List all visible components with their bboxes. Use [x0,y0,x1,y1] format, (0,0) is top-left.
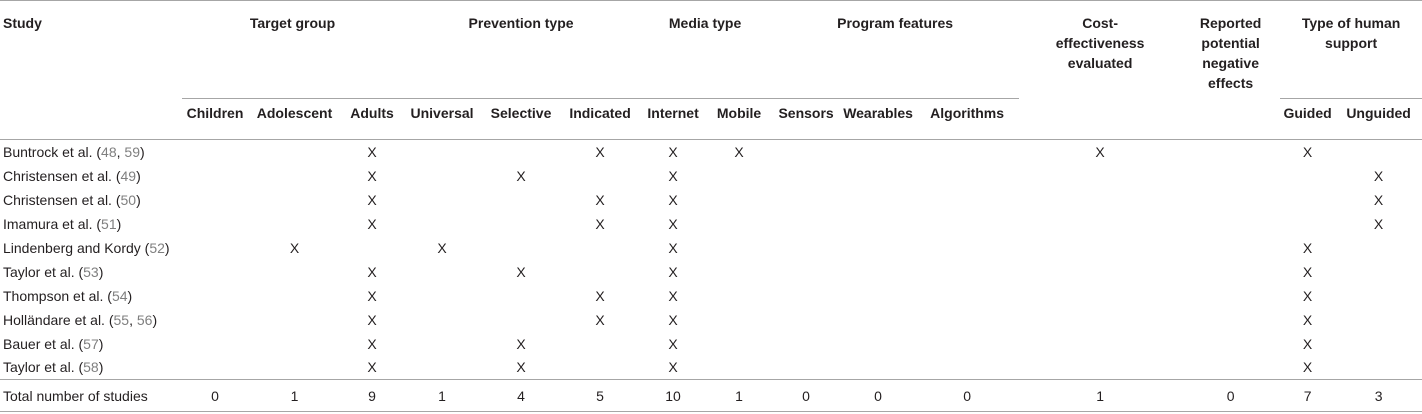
reference-link[interactable]: 50 [120,191,137,208]
header-media-type: Media type [668,15,742,31]
cell-adolescent [248,140,341,164]
table-body [0,140,1422,380]
cell-sensors [771,284,841,308]
cell-children [182,332,248,356]
subheader-adults: Adults [341,99,403,140]
total-algorithms: 0 [915,380,1019,412]
study-name-text: Bauer et al. ( [3,335,84,352]
cell-unguided: X [1373,215,1384,232]
cell-adults: X [367,287,377,304]
subheader-children: Children [182,99,248,140]
subheader-wearables: Wearables [841,99,915,140]
cell-internet: X [668,215,678,232]
cell-sensors [771,212,841,236]
cell-selective: X [516,167,526,184]
header-neg-line-3: negative [1202,55,1259,71]
table-row [0,212,1422,236]
cell-universal [403,260,481,284]
cell-negative [1181,284,1280,308]
cell-adults: X [367,167,377,184]
cell-sensors [771,140,841,164]
cell-indicated: X [595,191,605,208]
cell-universal [403,332,481,356]
reference-link[interactable]: 52 [149,239,165,256]
cell-cost [1019,188,1181,212]
total-adolescent: 1 [248,380,341,412]
cell-selective: X [516,335,526,352]
cell-adolescent [248,260,341,284]
header-cost-line-3: evaluated [1067,55,1133,71]
reference-link[interactable]: 53 [83,263,99,280]
cell-universal [403,284,481,308]
cell-wearables [841,236,915,260]
study-name: Thompson et al. (54) [3,287,133,304]
cell-selective [481,284,561,308]
cell-guided: X [1280,140,1335,164]
total-unguided: 3 [1335,380,1422,412]
cell-algorithms [915,188,1019,212]
cell-adults: X [367,191,377,208]
header-study: Study [3,15,42,31]
cell-indicated: X [595,287,605,304]
cell-adolescent [248,188,341,212]
cell-indicated [561,236,639,260]
header-human-support [1280,1,1422,99]
cell-wearables [841,260,915,284]
cell-universal [403,356,481,380]
cell-internet: X [668,239,678,256]
cell-selective: X [516,359,526,376]
cell-adults: X [367,263,377,280]
cell-algorithms [915,308,1019,332]
total-children: 0 [182,380,248,412]
cell-mobile [707,236,771,260]
cell-children [182,140,248,164]
total-guided: 7 [1280,380,1335,412]
cell-wearables [841,332,915,356]
cell-selective [481,140,561,164]
cell-selective [481,188,561,212]
cell-internet: X [639,140,707,164]
cell-mobile [707,260,771,284]
header-cost-line-2: effectiveness [1055,35,1145,51]
reference-link[interactable]: 58 [83,359,99,376]
table-row [0,356,1422,380]
cell-guided [1280,188,1335,212]
cell-universal [403,140,481,164]
cell-adolescent [248,332,341,356]
cell-internet: X [668,263,678,280]
study-name-text: Holländare et al. ( [3,311,114,328]
cell-algorithms [915,236,1019,260]
header-prevention-type: Prevention type [468,15,574,31]
cell-selective: X [516,263,526,280]
cell-adults: X [367,311,377,328]
cell-universal: X [437,239,447,256]
cell-children [182,284,248,308]
cell-wearables [841,188,915,212]
study-name-text: Buntrock et al. ( [3,143,102,160]
cell-unguided: X [1373,191,1384,208]
cell-cost [1019,356,1181,380]
cell-internet: X [668,335,678,352]
cell-negative [1181,140,1280,164]
total-label: Total number of studies [0,380,182,412]
total-adults: 9 [341,380,403,412]
cell-indicated: X [595,311,605,328]
cell-guided: X [1302,263,1313,280]
subheader-empty-study [0,99,182,140]
cell-selective [481,236,561,260]
cell-universal [403,188,481,212]
cell-wearables [841,164,915,188]
reference-link[interactable]: 57 [83,335,99,352]
study-name: Taylor et al. (53) [3,263,104,280]
cell-indicated [561,332,639,356]
header-program-features: Program features [837,15,954,31]
cell-unguided [1335,140,1422,164]
subheader-guided: Guided [1280,99,1335,140]
cell-children [182,164,248,188]
cell-indicated [561,164,639,188]
cell-algorithms [915,164,1019,188]
cell-mobile [707,332,771,356]
cell-internet: X [668,191,678,208]
cell-adults: X [367,335,377,352]
cell-adolescent [248,164,341,188]
cell-internet: X [668,311,678,328]
cell-wearables [841,212,915,236]
cell-unguided: X [1373,167,1384,184]
cell-children [182,260,248,284]
cell-guided: X [1302,311,1313,328]
header-neg-line-2: potential [1201,35,1260,51]
cell-wearables [841,140,915,164]
total-mobile: 1 [707,380,771,412]
cell-guided [1280,212,1335,236]
cell-adults: X [367,215,377,232]
cell-internet: X [668,287,678,304]
subheader-universal: Universal [403,99,481,140]
header-row-top [0,1,1422,99]
cell-cost [1019,164,1181,188]
cell-cost [1019,212,1181,236]
study-name-text: Lindenberg and Kordy ( [3,239,150,256]
table-row [0,308,1422,332]
cell-negative [1181,356,1280,380]
cell-unguided [1335,236,1422,260]
cell-sensors [771,260,841,284]
table-row [0,236,1422,260]
reference-link[interactable]: 48 [101,143,117,160]
study-name: Christensen et al. (49) [3,167,141,184]
cell-guided: X [1302,335,1313,352]
cell-sensors [771,356,841,380]
cell-cost [1019,332,1181,356]
cell-cost [1019,236,1181,260]
header-target-group: Target group [249,15,336,31]
cell-cost [1019,308,1181,332]
cell-mobile [707,188,771,212]
study-name-text: Thompson et al. ( [3,287,112,304]
cell-children [182,356,248,380]
header-negative-effects [1181,1,1280,99]
cell-indicated [561,356,639,380]
subheader-mobile: Mobile [707,99,771,140]
cell-cost: X [1019,140,1181,164]
cell-algorithms [915,332,1019,356]
study-name-text: Christensen et al. ( [3,167,121,184]
cell-adolescent [248,212,341,236]
cell-negative [1181,260,1280,284]
cell-adolescent [248,308,341,332]
cell-indicated: X [561,140,639,164]
cell-algorithms [915,140,1019,164]
subheader-selective: Selective [481,99,561,140]
cell-adolescent [248,356,341,380]
cell-mobile [707,164,771,188]
cell-children [182,236,248,260]
cell-universal [403,212,481,236]
table-row [0,140,1422,164]
cell-sensors [771,332,841,356]
table-row [0,260,1422,284]
subheader-indicated: Indicated [561,99,639,140]
cell-internet: X [668,167,678,184]
cell-adults [341,236,403,260]
cell-negative [1181,212,1280,236]
cell-wearables [841,356,915,380]
subheader-empty-cost [1019,99,1181,140]
cell-internet: X [668,359,678,376]
subheader-empty-negative [1181,99,1280,140]
header-neg-line-1: Reported [1199,15,1262,31]
total-sensors: 0 [771,380,841,412]
reference-link[interactable]: 51 [101,215,117,232]
study-name: Christensen et al. (50) [3,191,141,208]
total-wearables: 0 [841,380,915,412]
reference-link[interactable]: 59 [124,143,140,160]
cell-negative [1181,188,1280,212]
cell-adults: X [341,140,403,164]
cell-algorithms [915,212,1019,236]
cell-negative [1181,332,1280,356]
cell-guided [1280,164,1335,188]
total-internet: 10 [639,380,707,412]
cell-guided: X [1302,359,1313,376]
cell-mobile [707,212,771,236]
study-name: Buntrock et al. (48, 59) [0,140,182,164]
cell-unguided [1335,284,1422,308]
cell-unguided [1335,356,1422,380]
reference-link[interactable]: 55 [113,311,130,328]
subheader-algorithms: Algorithms [915,99,1019,140]
subheader-internet: Internet [639,99,707,140]
cell-algorithms [915,356,1019,380]
cell-negative [1181,236,1280,260]
cell-algorithms [915,284,1019,308]
cell-selective [481,212,561,236]
cell-indicated [561,260,639,284]
cell-mobile [707,356,771,380]
cell-children [182,188,248,212]
table-row [0,332,1422,356]
table-row [0,164,1422,188]
cell-guided: X [1302,287,1313,304]
study-name: Taylor et al. (58) [3,359,104,376]
header-support-line-2: support [1325,35,1378,51]
study-name-text: Taylor et al. ( [3,359,84,376]
total-universal: 1 [403,380,481,412]
study-name-text: Imamura et al. ( [3,215,102,232]
total-indicated: 5 [561,380,639,412]
total-selective: 4 [481,380,561,412]
total-cost: 1 [1019,380,1181,412]
cell-unguided [1335,308,1422,332]
header-cost-line-1: Cost- [1082,15,1118,31]
cell-universal [403,164,481,188]
study-name: Bauer et al. (57) [3,335,104,352]
cell-cost [1019,260,1181,284]
cell-sensors [771,188,841,212]
cell-negative [1181,164,1280,188]
cell-sensors [771,308,841,332]
header-neg-line-4: effects [1208,75,1254,91]
cell-negative [1181,308,1280,332]
cell-unguided [1335,332,1422,356]
cell-universal [403,308,481,332]
cell-mobile [707,284,771,308]
total-row [0,380,1422,412]
cell-mobile [707,308,771,332]
header-support-line-1: Type of human [1301,15,1401,31]
cell-children [182,308,248,332]
reference-link[interactable]: 56 [136,311,153,328]
study-name: Holländare et al. (55, 56) [3,311,158,328]
table-row [0,284,1422,308]
header-row-sub [0,99,1422,140]
header-cost-effectiveness [1019,1,1181,99]
subheader-unguided: Unguided [1335,99,1422,140]
study-name-text: Taylor et al. ( [3,263,84,280]
study-name: Lindenberg and Kordy (52) [3,239,170,256]
table-row [0,188,1422,212]
total-negative: 0 [1181,380,1280,412]
cell-adolescent [248,284,341,308]
subheader-adolescent: Adolescent [248,99,341,140]
cell-unguided [1335,260,1422,284]
cell-wearables [841,284,915,308]
cell-mobile: X [707,140,771,164]
cell-algorithms [915,260,1019,284]
reference-link[interactable]: 54 [111,287,128,304]
cell-guided: X [1302,239,1313,256]
study-name: Imamura et al. (51) [3,215,122,232]
cell-adults: X [367,359,377,376]
subheader-sensors: Sensors [771,99,841,140]
cell-cost [1019,284,1181,308]
cell-selective [481,308,561,332]
cell-sensors [771,164,841,188]
cell-wearables [841,308,915,332]
cell-sensors [771,236,841,260]
cell-children [182,212,248,236]
study-name-text: Christensen et al. ( [3,191,121,208]
cell-adolescent: X [289,239,300,256]
reference-link[interactable]: 49 [120,167,137,184]
cell-indicated: X [595,215,605,232]
